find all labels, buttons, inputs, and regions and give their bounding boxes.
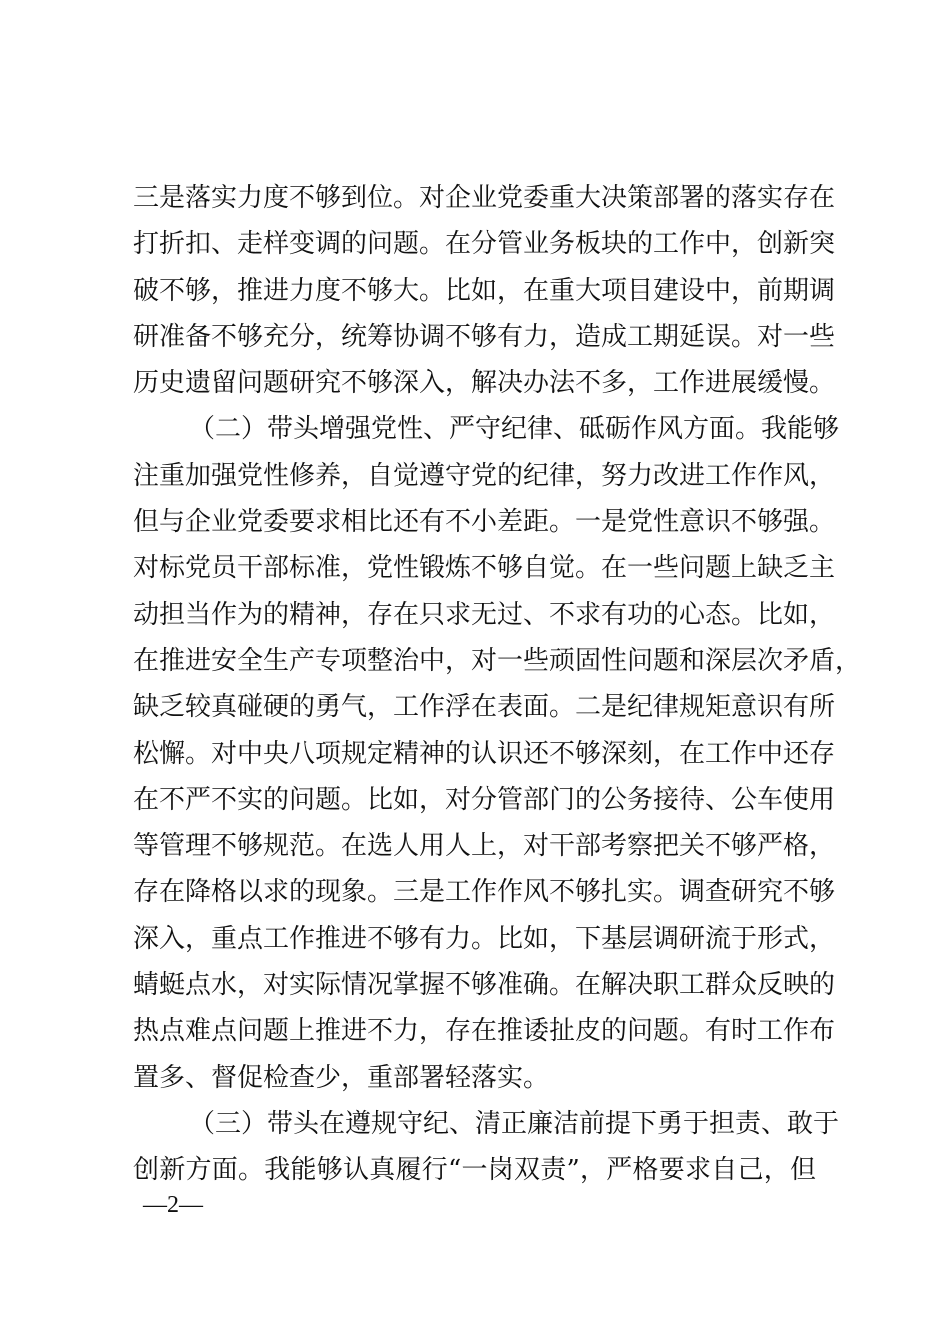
- text-line: 历史遗留问题研究不够深入，解决办法不多，工作进展缓慢。: [133, 368, 836, 399]
- document-body: [133, 175, 862, 1194]
- section-heading-line: （三）带头在遵规守纪、清正廉洁前提下勇于担责、敢于: [189, 1108, 840, 1139]
- text-line: 深入，重点工作推进不够有力。比如，下基层调研流于形式，: [133, 923, 836, 954]
- text-line: 在不严不实的问题。比如，对分管部门的公务接待、公车使用: [133, 784, 836, 815]
- text-line: 破不够，推进力度不够大。比如，在重大项目建设中，前期调: [133, 275, 836, 306]
- text-line: 三是落实力度不够到位。对企业党委重大决策部署的落实存在: [133, 183, 836, 213]
- text-line: 蜻蜓点水，对实际情况掌握不够准确。在解决职工群众反映的: [133, 970, 836, 1001]
- section-heading-line: （二）带头增强党性、严守纪律、砥砺作风方面。我能够: [189, 414, 840, 445]
- paragraph-1: [133, 175, 836, 406]
- text-line: 研准备不够充分，统筹协调不够有力，造成工期延误。对一些: [133, 321, 836, 352]
- text-line: 等管理不够规范。在选人用人上，对干部考察把关不够严格，: [133, 831, 836, 862]
- text-line: 注重加强党性修养，自觉遵守党的纪律，努力改进工作作风，: [133, 460, 836, 491]
- paragraph-3: [133, 1101, 840, 1194]
- text-line: 但与企业党委要求相比还有不小差距。一是党性意识不够强。: [133, 507, 836, 538]
- text-line: 动担当作为的精神，存在只求无过、不求有功的心态。比如，: [133, 599, 836, 630]
- text-line: 松懈。对中央八项规定精神的认识还不够深刻，在工作中还存: [133, 738, 836, 769]
- text-line: 热点难点问题上推进不力，存在推诿扯皮的问题。有时工作布: [133, 1016, 836, 1047]
- text-line: 对标党员干部标准，党性锻炼不够自觉。在一些问题上缺乏主: [133, 553, 836, 584]
- text-line: 缺乏较真碰硬的勇气，工作浮在表面。二是纪律规矩意识有所: [133, 692, 836, 723]
- text-line: 存在降格以求的现象。三是工作作风不够扎实。调查研究不够: [133, 877, 836, 908]
- text-line: 置多、督促检查少，重部署轻落实。: [133, 1062, 550, 1093]
- paragraph-2: [133, 406, 862, 1100]
- text-line: 打折扣、走样变调的问题。在分管业务板块的工作中，创新突: [133, 229, 836, 260]
- page-number: —2—: [143, 1192, 203, 1218]
- text-line: 创新方面。我能够认真履行“一岗双责”，严格要求自己，但: [133, 1155, 816, 1186]
- text-line: 在推进安全生产专项整治中，对一些顽固性问题和深层次矛盾，: [133, 645, 862, 676]
